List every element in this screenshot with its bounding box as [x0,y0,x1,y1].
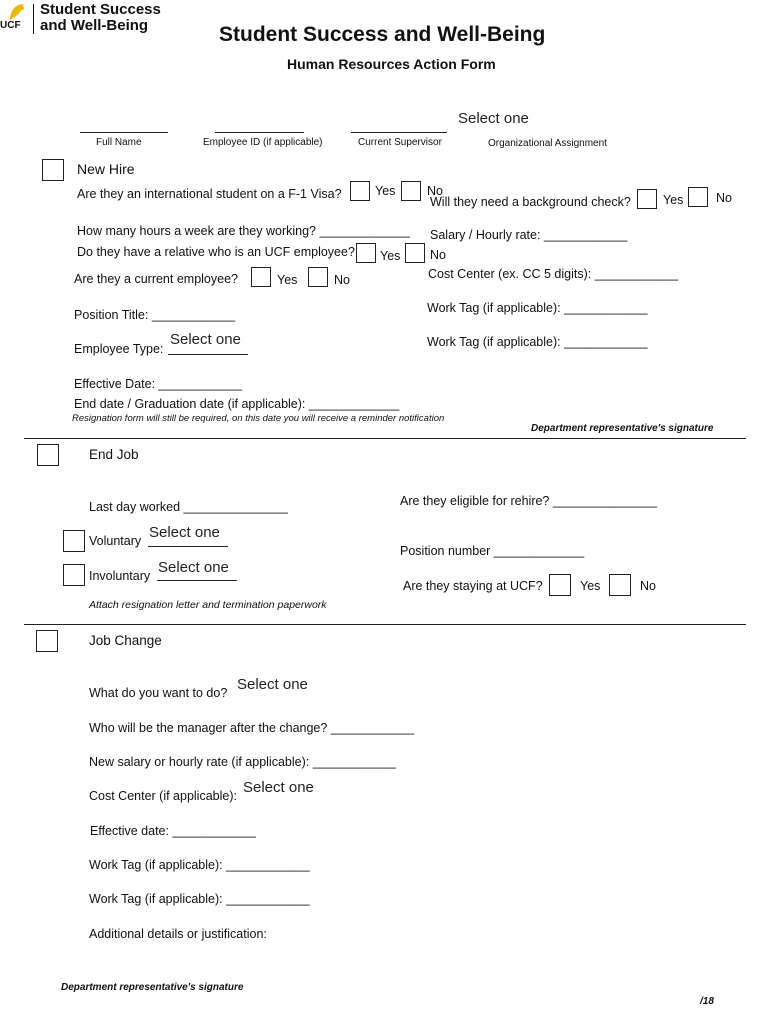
cost-center-label: Cost Center (if applicable): [89,789,237,803]
position-title-field[interactable]: Position Title: ____________ [74,308,236,322]
staying-question: Are they staying at UCF? [403,579,543,593]
voluntary-checkbox[interactable] [63,530,85,552]
involuntary-underline [157,580,237,581]
voluntary-label: Voluntary [89,534,142,548]
divider [24,438,746,439]
bg-no-label: No [716,191,732,205]
bg-yes-checkbox[interactable] [637,189,657,209]
manager-question[interactable]: Who will be the manager after the change? ____________ [89,721,415,735]
intl-student-question: Are they an international student on a F-1 Visa? [77,187,342,201]
background-check-question: Will they need a background check? [430,195,631,209]
job-change-work-tag-2[interactable]: Work Tag (if applicable): ____________ [89,892,310,906]
end-job-title: End Job [89,447,139,462]
additional-details-label: Additional details or justification: [89,927,267,941]
position-number-field[interactable]: Position number _____________ [400,544,585,558]
employee-type-label: Employee Type: [74,342,164,356]
voluntary-underline [148,546,228,547]
new-hire-checkbox[interactable] [42,159,64,181]
employee-type-select[interactable]: Select one [170,331,241,348]
full-name-field[interactable] [80,132,168,133]
involuntary-label: Involuntary [89,569,151,583]
job-change-effective-date-field[interactable]: Effective date: ____________ [90,824,256,838]
employee-id-label: Employee ID (if applicable) [203,137,323,148]
pegasus-icon [6,2,28,22]
involuntary-checkbox[interactable] [63,564,85,586]
what-question: What do you want to do? [89,686,228,700]
job-change-title: Job Change [89,633,162,648]
relative-no-label: No [430,248,446,262]
new-hire-title: New Hire [77,161,135,177]
staying-yes-label: Yes [580,579,601,593]
staying-no-checkbox[interactable] [609,574,631,596]
hours-question[interactable]: How many hours a week are they working? _____________ [77,224,410,238]
current-emp-no-label: No [334,273,350,287]
logo-abbr: UCF [0,20,21,31]
org-assignment-select[interactable]: Select one [458,110,529,127]
current-employee-question: Are they a current employee? [74,272,238,286]
end-date-field[interactable]: End date / Graduation date (if applicable): _____________ [74,397,400,411]
logo-divider [33,4,34,34]
salary-field[interactable]: Salary / Hourly rate: ____________ [430,228,628,242]
last-day-field[interactable]: Last day worked _______________ [89,500,288,514]
work-tag-field-1[interactable]: Work Tag (if applicable): ____________ [427,301,648,315]
ucf-logo [0,0,36,36]
intl-no-label: No [427,184,443,198]
page-title: Student Success and Well-Being [219,23,546,46]
rehire-question[interactable]: Are they eligible for rehire? _______________ [400,494,658,508]
job-change-checkbox[interactable] [36,630,58,652]
footer-signature-label: Department representative's signature [61,982,244,993]
current-supervisor-field[interactable] [351,132,447,133]
current-supervisor-label: Current Supervisor [358,137,442,148]
relative-no-checkbox[interactable] [405,243,425,263]
divider [24,624,746,625]
new-hire-signature-label: Department representative's signature [531,423,714,434]
full-name-label: Full Name [96,137,142,148]
relative-yes-checkbox[interactable] [356,243,376,263]
employee-id-field[interactable] [215,132,304,133]
staying-no-label: No [640,579,656,593]
page-subtitle: Human Resources Action Form [287,56,496,72]
employee-type-underline [168,354,248,355]
page-mark: /18 [700,996,714,1007]
attach-note: Attach resignation letter and termination paperwork [89,599,327,611]
job-change-work-tag-1[interactable]: Work Tag (if applicable): ____________ [89,858,310,872]
resignation-note: Resignation form will still be required, on this date you will receive a reminder notification [72,413,445,424]
end-job-checkbox[interactable] [37,444,59,466]
involuntary-select[interactable]: Select one [158,559,229,576]
relative-yes-label: Yes [380,249,401,263]
intl-yes-checkbox[interactable] [350,181,370,201]
voluntary-select[interactable]: Select one [149,524,220,541]
work-tag-field-2[interactable]: Work Tag (if applicable): ____________ [427,335,648,349]
current-emp-yes-label: Yes [277,273,298,287]
staying-yes-checkbox[interactable] [549,574,571,596]
new-salary-field[interactable]: New salary or hourly rate (if applicable): ____________ [89,755,397,769]
effective-date-field[interactable]: Effective Date: ____________ [74,377,242,391]
bg-no-checkbox[interactable] [688,187,708,207]
what-select[interactable]: Select one [237,676,308,693]
logo-line-2: and Well-Being [40,17,149,34]
cost-center-select[interactable]: Select one [243,779,314,796]
relative-question: Do they have a relative who is an UCF employee? [77,245,355,259]
org-assignment-label: Organizational Assignment [488,138,607,149]
intl-yes-label: Yes [375,184,396,198]
current-emp-no-checkbox[interactable] [308,267,328,287]
cost-center-field[interactable]: Cost Center (ex. CC 5 digits): ____________ [428,267,679,281]
intl-no-checkbox[interactable] [401,181,421,201]
current-emp-yes-checkbox[interactable] [251,267,271,287]
bg-yes-label: Yes [663,193,684,207]
logo-line-1: Student Success [40,1,161,18]
